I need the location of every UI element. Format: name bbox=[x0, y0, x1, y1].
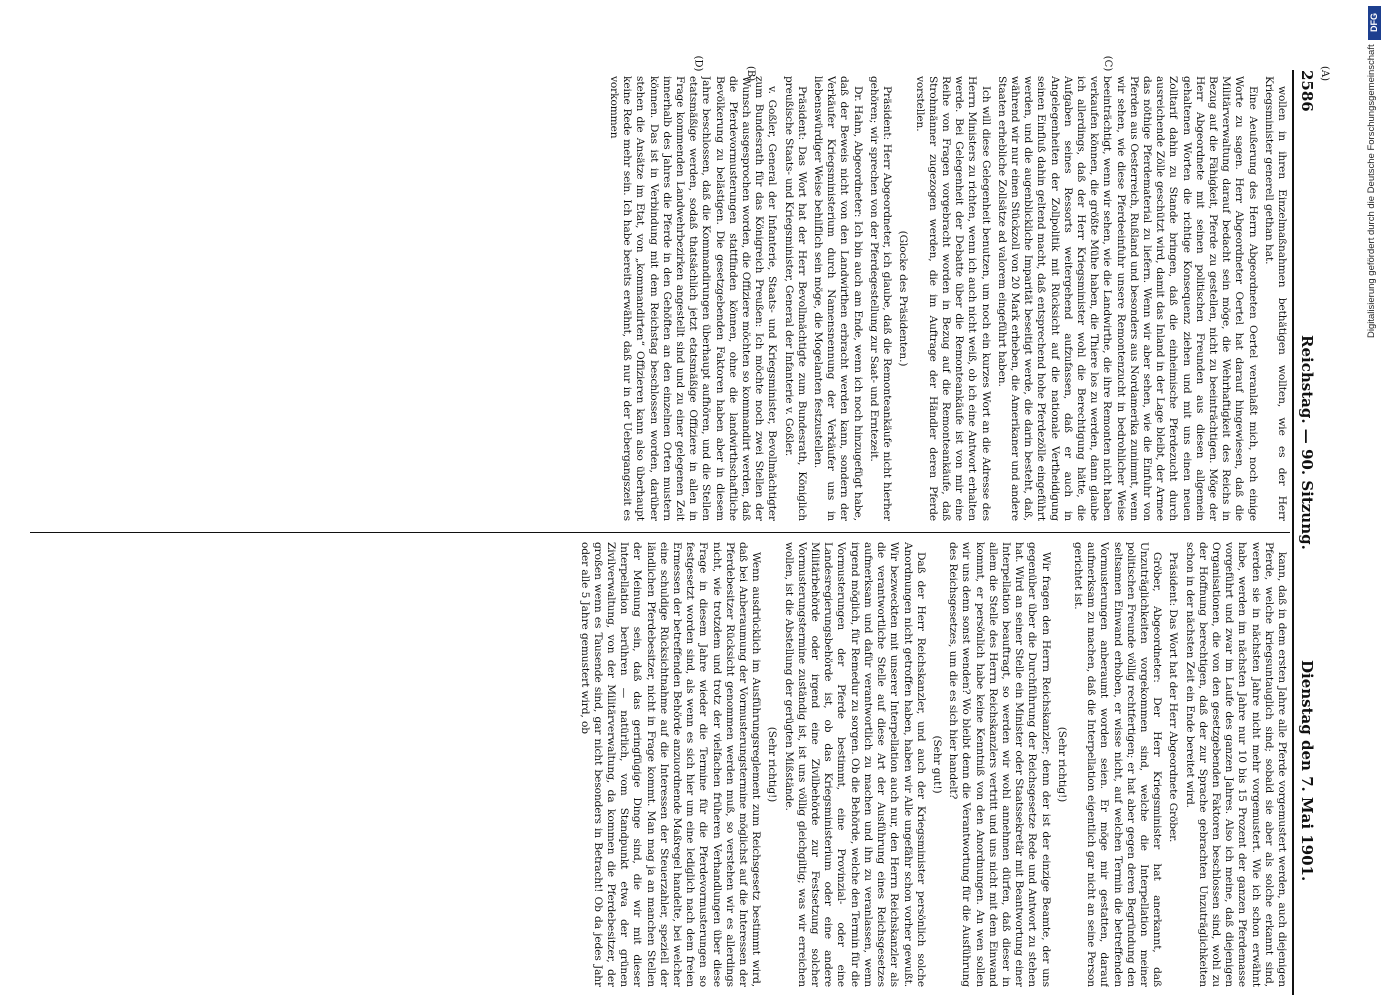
right-column bbox=[30, 542, 1288, 987]
paragraph-interjection: (Sehr richtig!) bbox=[1055, 726, 1068, 803]
digitization-credit: Digitalisierung gefördert durch die Deutsche Forschungsgemeinschaft bbox=[1366, 44, 1377, 338]
paragraph: v. Goßler, General der Infanterie, Staats- und Kriegsminister, Bevollmächtigter zum Bundesrath für das Königreich Preußen: Ich möchte noch zwei Stellen der Wunsch ausgesprochen worden, die Offiziere möchten so kommandirt werden, daß die Pferdevormusterungen stattfinden können, ohne die landwirthschaftliche Bevölkerung zu belästigen. Die gesetzgebenden Faktoren haben aber in diesem Jahre beschlossen, daß die Kommandirungen überhaupt aufhören, und die Stellen etatsmäßige werden, sodaß thatsächlich jetzt etatsmäßige Offiziere in allen in Frage kommenden Landwehrbezirken angestellt sind und zu einer gelegenen Zeit innerhalb des Jahres die Pferde in den Gehöften an den einzelnen Orten mustern können. Das ist in Verbindung mit dem Reichstag beschlossen worden, darüber stehen die Ansätze im Etat, von „kommandirten“ Offizieren kann also überhaupt keine Rede mehr sein. Ich habe bereits erwähnt, daß nur in der Uebergangszeit es vorkommen bbox=[608, 76, 779, 521]
paragraph: Dr. Hahn, Abgeordneter: Ich bin auch am Ende, wenn ich noch hinzugefügt habe, daß der Beweis nicht von den Landwirthen erbracht werden kann, sondern der Verkäufer Kriegsministerium durch Namensnennung der Verkäufer uns in liebenswürdiger Weise behilflich sein möge, die Mogelanten festzustellen. bbox=[812, 76, 864, 521]
page-header bbox=[1292, 70, 1316, 995]
paragraph: Daß der Herr Reichskanzler, und auch der Kriegsminister persönlich solche Anordnungen nicht getroffen haben, haben wir Alle ungefähr schon vorher gewußt. Wir bezweckten mit unserer Interpellation auch nur, den Herrn Reichskanzler als die verantwortliche Stelle auf diese Art der Ausführung eines Reichsgesetzes aufmerksam und dafür verantwortlich zu machen und ihn zu veranlassen, wenn irgend möglich, für Remedur zu sorgen. Ob die Behörde, welche den Termin für die Vormusterungen der Pferde bestimmt, eine Provinzial- oder eine Landesregierungsbehörde ist, ob das Kriegsministerium oder eine andere Militärbehörde oder irgend eine Zivilbehörde zur Festsetzung solcher Vormusterungstermine zuständig ist, ist uns völlig gleichgiltig; was wir erreichen wollen, ist die Abstellung der gerügten Mißstände. bbox=[782, 542, 927, 987]
paragraph: Gröber, Abgeordneter: Der Herr Kriegsminister hat anerkannt, daß Unzuträglichkeiten vorgekommen sind, welche die Interpellation meiner politischen Freunde völlig rechtfertigen; er hat aber gegen deren Begründung den seltsamen Einwand erhoben, er wisse nicht, auf welchen Termin die betreffenden Vormusterungen anberaumt worden seien. Er möge mir gestatten, darauf aufmerksam zu machen, daß die Interpellation eigentlich gar nicht an seine Person gerichtet ist. bbox=[1071, 542, 1164, 987]
margin-tag-d: (D) bbox=[692, 55, 704, 72]
paragraph: Ich will diese Gelegenheit benutzen, um noch ein kurzes Wort an die Adresse des Herrn Ministers zu richten, wenn ich auch nicht weiß, ob ich eine Antwort erhalten werde. Bei Gelegenheit der Debatte über die Remonteankäufe ist von mir eine Reihe von Fragen vorgebracht worden in Bezug auf die Remonteankäufe, daß Strohmänner zugezogen werden, die im Auftrage der Händler deren Pferde vorstellen. bbox=[913, 76, 992, 521]
paragraph: kann, daß in dem ersten Jahre alle Pferde vorgemustert werden, auch diejenigen Pferde, welche kriegsuntauglich sind; sobald sie aber als solche erkannt sind, werden sie in nächsten Jahre nicht mehr vorgemustert. Wie ich schon erwähnt habe, werden im nächsten Jahre nur 10 bis 15 Prozent der ganzen Pferdemasse vorgeführt und zwar im Laufe des ganzen Jahres. Also ich meine, daß diejenigen Organisationen, die von den gesetzgebenden Faktoren beschlossen sind, wohl zu der Hoffnung berechtigen, daß der zur Sprache gebrachten Unzuträglichkeiten schon in der nächsten Zeit ein Ende bereitet wird. bbox=[1183, 542, 1288, 987]
paragraph: Präsident: Herr Abgeordneter, ich glaube, daß die Remonteankäufe nicht hierher gehören; wir sprechen von der Pferdegestellung zur Saat- und Erntezeit. bbox=[867, 76, 894, 521]
paragraph: Präsident: Das Wort hat der Herr Bevollmächtigte zum Bundesrath, Königlich preußische Staats- und Kriegsminister, General der Infanterie v. Goßler. bbox=[782, 76, 808, 521]
paragraph-interjection: (Glocke des Präsidenten.) bbox=[897, 230, 910, 367]
paragraph: Wir fragen den Herrn Reichskanzler; denn der ist der einzige Beamte, der uns gegenüber über die Durchführung der Reichsgesetze Rede und Antwort zu stehen hat. Wird an seiner Stelle ein Minister oder Staatssekretär mit Beantwortung einer Interpellation beauftragt, so werden wir wohl annehmen dürfen, daß dieser in allem die Stelle des Herrn Reichskanzlers vertritt und uns nicht mit dem Einwand kommt, er persönlich habe keine Kenntniß von den Anordnungen. An wen sollen wir uns denn sonst wenden? Wo bleibt denn die Verantwortung für die Ausführung des Reichsgesetzes, um die es sich hier handelt? bbox=[947, 542, 1052, 987]
page-number: 2586 bbox=[1298, 70, 1316, 112]
session-date: Dienstag den 7. Mai 1901. bbox=[1298, 660, 1316, 882]
newspaper-page bbox=[26, 66, 1330, 995]
paragraph: Präsident: Das Wort hat der Herr Abgeordnete Gröber. bbox=[1167, 552, 1180, 843]
paragraph-interjection: (Sehr richtig!) bbox=[766, 726, 779, 803]
margin-tag-b: (B) bbox=[745, 66, 756, 82]
session-title: Reichstag. — 90. Sitzung. bbox=[1298, 335, 1316, 550]
paragraph: Wenn ausdrücklich im Ausführungsreglement zum Reichsgesetz bestimmt wird, daß bei Anberaumung der Vormusterungstermine möglichst auf die Interessen der Pferdebesitzer Rücksicht genommen werden muß, so verstehen wir es allerdings nicht, wie trotzdem und trotz der vielfachen früheren Verhandlungen über diese Frage in diesem Jahre wieder die Termine für die Pferdevormusterungen so festgesetzt worden sind, als wenn es sich hier um eine lediglich nach dem freien Ermessen der betreffenden Behörde anzuordnende Maßregel handelte, bei welcher eine schuldige Rücksichtnahme auf die Interessen der Steuerzahler, speziell der ländlichen Pferdebesitzer, nicht in Frage kommt. Man mag ja an manchen Stellen der Meinung sein, daß das geringfügige Dinge sind, die wir mit dieser Interpellation berühren — natürlich, vom Standpunkt etwa der grünen Zivilverwaltung, von der Militärverwaltung, da kommen die Pferdebesitzer, der großen wenn es Tausende sind, gar nicht besonders in Betracht! Ob da jedes Jahr oder alle 5 Jahre gemustert wird, ob bbox=[578, 542, 763, 987]
dfg-logo: DFG bbox=[1368, 6, 1381, 40]
margin-tag-c: (C) bbox=[1102, 55, 1114, 72]
margin-tag-a: (A) bbox=[1319, 66, 1330, 82]
left-column bbox=[30, 76, 1288, 521]
paragraph: wollen in ihren Einzelmaßnahmen bethätigen wollten, wie es der Herr Kriegsminister generell gethan hat. bbox=[1262, 76, 1288, 521]
paragraph: Eine Aeußerung des Herrn Abgeordneten Oertel veranlaßt mich, noch einige Worte zu sagen. Herr Abgeordneter Oertel hat darauf hingewiesen, daß die Militärverwaltung darauf bedacht sein möge, die Wehrhaftigkeit des Reichs in Bezug auf die Fähigkeit, Pferde zu gestellen, nicht zu beeinträchtigen. Möge der Herr Abgeordnete mit seinen politischen Freunden aus diesen allgemein gehaltenen Worten die richtige Konsequenz ziehen und mit uns einen neuen Zolltarif dahin zu Stande bringen, daß die einheimische Pferdezucht durch ausreichende Zölle geschützt wird, damit das Inland in der Lage bleibt, der Armee das nöthige Pferdematerial zu liefern. Wenn wir aber sehen, wie die Einfuhr von Pferden aus Oesterreich, Rußland und besonders aus Nordamerika zunimmt, wenn wir sehen, wie diese Pferdeeinfuhr unsere Remontenzucht in bedrohlicher Weise beeinträchtigt, wenn wir sehen, wie die Landwirthe, die ihre Remonten nicht haben verkaufen können, die größte Mühe haben, die Thiere los zu werden, dann glaube ich allerdings, daß der Herr Kriegsminister wohl die Berechtigung hätte, die Aufgaben seines Ressorts weitergehend aufzufassen, daß er auch in Angelegenheiten der Zollpolitik mit Rücksicht auf die nationale Vertheidigung seinen Einfluß dahin geltend macht, daß entsprechend hohe Pferdezölle eingeführt werden, und die augenblickliche Imparität beseitigt werde, die darin besteht, daß, während wir nur einen Stückzoll von 20 Mark erheben, die Amerikaner und andere Staaten erhebliche Zollsätze ad valorem eingeführt haben. bbox=[995, 76, 1259, 521]
paragraph-interjection: (Sehr gut!) bbox=[930, 735, 943, 794]
column-divider bbox=[30, 532, 1290, 533]
